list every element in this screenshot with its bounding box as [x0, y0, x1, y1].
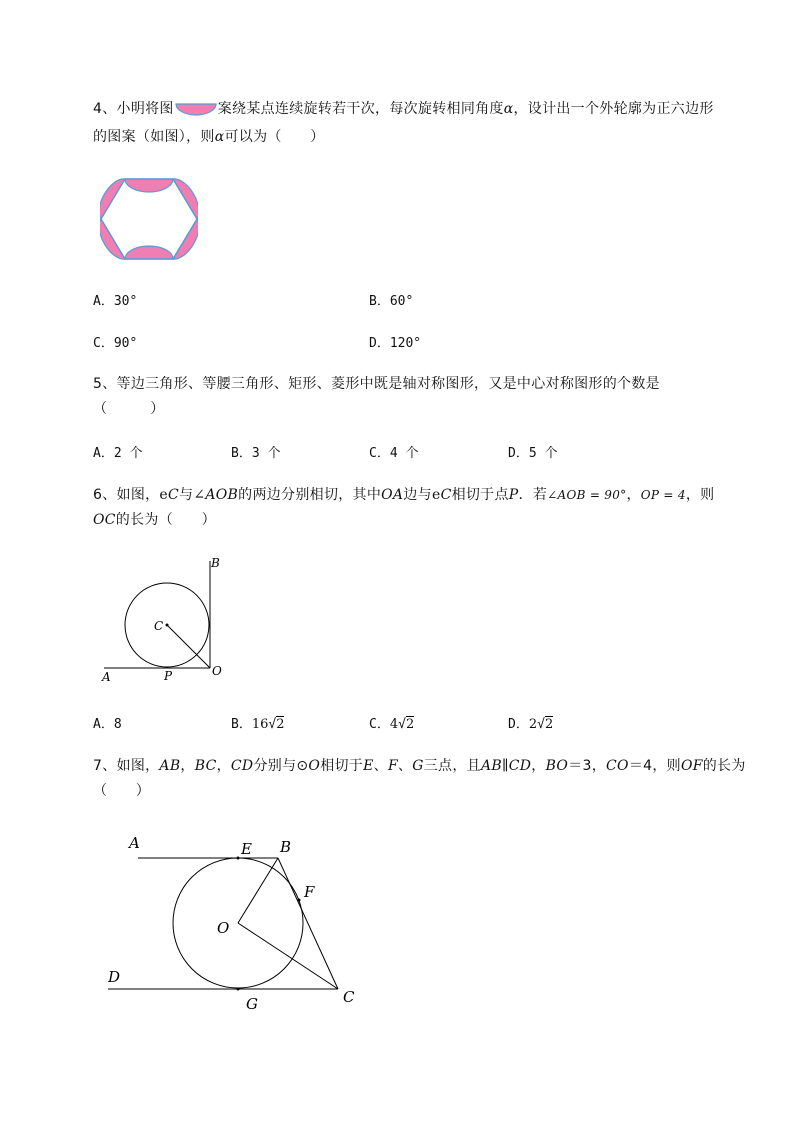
q6-e1: e — [159, 487, 169, 503]
q5-option-d: D．5 个 — [508, 446, 558, 461]
q7-t4: 三点，且 — [423, 758, 481, 774]
q6-option-b — [231, 713, 284, 732]
q6-option-d-coef: 2 — [528, 717, 538, 732]
q7-label-a: A — [129, 834, 140, 852]
q6-label-b: B — [211, 556, 220, 570]
q7-label-c: C — [343, 988, 355, 1006]
hex-petal-bottom — [125, 246, 173, 259]
q7-line1 — [93, 755, 746, 775]
q7-t5: 的长为 — [702, 758, 746, 774]
q6-cond1: ∠AOB = 90° — [547, 488, 627, 502]
q7-f: F — [387, 758, 398, 774]
q7-label-o: O — [217, 919, 230, 937]
q6-t4: 边与 — [403, 487, 432, 503]
q7-sep3: ， — [531, 758, 546, 774]
q7-t3: 相切于 — [320, 758, 364, 774]
q6-option-d-prefix: D． — [508, 717, 529, 732]
q6-option-b-prefix: B． — [231, 717, 252, 732]
q7-label-b: B — [280, 838, 292, 856]
q6-e2: e — [431, 487, 441, 503]
q7-bc: BC — [194, 758, 217, 774]
q6-c1: C — [168, 487, 180, 503]
q6-t1: 如图， — [116, 487, 160, 503]
q4-text-a: 小明将图 — [116, 101, 174, 117]
q7-eq2: ＝4，则 — [628, 758, 681, 774]
q7-of: OF — [680, 758, 703, 774]
q7-o: O — [308, 758, 321, 774]
q4-option-a: A．30° — [93, 294, 138, 309]
q6-label-o: O — [212, 664, 222, 678]
q5-text: 等边三角形、等腰三角形、矩形、菱形中既是轴对称图形，又是中心对称图形的个数是 — [116, 376, 660, 392]
q6-t6: ．若 — [518, 487, 548, 503]
half-disc-shape-icon — [174, 101, 218, 117]
q6-option-c — [369, 713, 414, 732]
q4-line2 — [93, 126, 325, 146]
q7-label-g: G — [246, 995, 258, 1013]
q7-tangent-e — [237, 857, 240, 860]
q4-line2-b: 可以为（ ） — [224, 129, 325, 145]
q6-line1 — [93, 484, 714, 504]
q6-label-p: P — [164, 669, 173, 683]
radical-icon: √ — [268, 717, 277, 732]
q6-line2 — [93, 509, 216, 529]
q7-co: CO — [606, 758, 629, 774]
q6-number: 6、 — [93, 487, 117, 503]
q5-option-b: B．3 个 — [231, 446, 281, 461]
q6-t7: ，则 — [685, 487, 715, 503]
radical-icon: √ — [537, 717, 545, 732]
q6-c2: C — [440, 487, 452, 503]
q6-p: P — [508, 487, 519, 503]
q7-label-e: E — [241, 840, 252, 858]
q7-tangent-g — [237, 988, 240, 991]
q7-paren: （ ） — [93, 783, 151, 799]
q7-t1: 如图， — [116, 758, 160, 774]
q6-comma: ， — [626, 487, 641, 503]
q7-bo: BO — [545, 758, 569, 774]
q6-option-b-coef: 16 — [251, 717, 269, 732]
q4-hexagon-figure — [100, 176, 198, 262]
radical-icon: √ — [398, 717, 406, 732]
q7-t2: 分别与⊙ — [253, 758, 309, 774]
q5-option-a: A．2 个 — [93, 446, 143, 461]
q7-cd: CD — [230, 758, 254, 774]
q7-label-d: D — [108, 968, 121, 986]
q6-cond2: OP = 4 — [640, 488, 686, 502]
q7-dot2: 、 — [397, 758, 413, 774]
q7-eq1: ＝3， — [568, 758, 607, 774]
q4-alpha-2: α — [214, 129, 225, 145]
q6-option-c-coef: 4 — [389, 717, 399, 732]
q6-oa: OA — [381, 487, 404, 503]
q6-option-d — [508, 713, 553, 732]
q6-t3: 的两边分别相切，其中 — [238, 487, 382, 503]
q4-text-b: 案绕某点连续旋转若干次，每次旋转相同角度 — [217, 101, 504, 117]
q4-option-b: B．60° — [369, 294, 414, 309]
q6-figure — [98, 553, 228, 685]
q6-option-b-rad: 2 — [276, 717, 285, 732]
q6-label-a: A — [102, 670, 111, 684]
q6-t8: 的长为（ ） — [115, 512, 216, 528]
q6-label-c: C — [154, 619, 164, 633]
q6-center-dot — [166, 624, 169, 627]
q6-option-a: A．8 — [93, 717, 122, 732]
q4-option-c: C．90° — [93, 336, 138, 351]
q7-g: G — [412, 758, 424, 774]
q4-option-d: D．120° — [369, 336, 422, 351]
q7-dot1: 、 — [373, 758, 388, 774]
q6-t5: 相切于点 — [451, 487, 509, 503]
q7-tangent-f — [298, 899, 301, 902]
q7-figure — [100, 830, 370, 1020]
q7-ab: AB — [159, 758, 181, 774]
q5-option-c: C．4 个 — [369, 446, 419, 461]
q4-text-c: ，设计出一个外轮廓为正六边形 — [513, 101, 714, 117]
q7-sep1: ， — [180, 758, 195, 774]
q6-option-c-prefix: C． — [369, 717, 390, 732]
q7-abcd: AB∥CD — [480, 758, 532, 774]
q6-oc: OC — [93, 512, 116, 528]
q4-number: 4、 — [93, 101, 117, 117]
q5-number: 5、 — [93, 376, 117, 392]
q6-option-c-rad: 2 — [405, 717, 415, 732]
q7-label-f: F — [304, 883, 315, 901]
q7-number: 7、 — [93, 758, 117, 774]
q4-alpha: α — [503, 101, 514, 117]
q4-line2-a: 的图案（如图），则 — [93, 129, 215, 145]
q6-t2: 与 — [179, 487, 194, 503]
q6-angle: ∠AOB — [193, 487, 239, 503]
q7-e: E — [363, 758, 374, 774]
q5-paren: （ ） — [93, 401, 165, 417]
hex-petal-top — [125, 179, 173, 192]
q4-line1 — [93, 98, 714, 118]
q7-segment-ob — [238, 858, 278, 923]
q7-sep2: ， — [216, 758, 231, 774]
q6-option-d-rad: 2 — [544, 717, 554, 732]
q5-line1 — [93, 373, 660, 393]
